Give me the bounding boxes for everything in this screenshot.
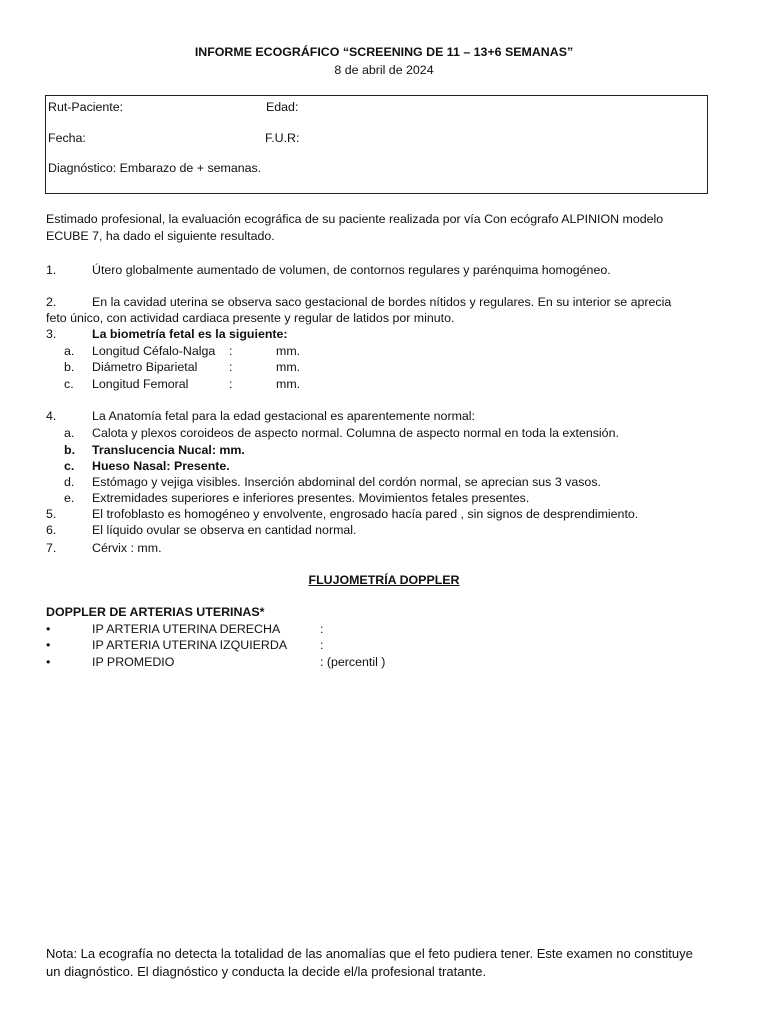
anatomy-letter: a. [64, 426, 75, 440]
report-date: 8 de abril de 2024 [334, 63, 434, 77]
item-text: La Anatomía fetal para la edad gestacional es aparentemente normal: [92, 409, 475, 423]
doppler-row-value: : [320, 638, 324, 652]
intro-paragraph: Estimado profesional, la evaluación ecográfica de su paciente realizada por vía Con ecógrafo ALPINION modelo ECUBE 7, ha dado el siguiente resultado. [46, 212, 664, 243]
biometry-sep: : [229, 344, 233, 358]
item-text: Cérvix : mm. [92, 541, 162, 555]
item-number: 3. [46, 327, 57, 341]
item-text: El líquido ovular se observa en cantidad normal. [92, 523, 357, 537]
bullet: • [46, 638, 51, 652]
anatomy-letter: d. [64, 475, 75, 489]
patient-info-box [45, 95, 708, 194]
rut-label: Rut-Paciente: [48, 100, 124, 114]
item-number: 7. [46, 541, 57, 555]
anatomy-letter: b. [64, 443, 76, 457]
item-text-continued: feto único, con actividad cardiaca presente y regular de latidos por minuto. [46, 311, 455, 325]
anatomy-letter: e. [64, 491, 75, 505]
item-text: El trofoblasto es homogéneo y envolvente, engrosado hacía pared , sin signos de desprendimiento. [92, 507, 639, 521]
doppler-row-value: : (percentil ) [320, 655, 386, 669]
item-text: En la cavidad uterina se observa saco gestacional de bordes nítidos y regulares. En su interior se aprecia [92, 295, 672, 309]
biometry-label: Diámetro Biparietal [92, 360, 198, 374]
biometry-label: Longitud Céfalo-Nalga [92, 344, 216, 358]
biometry-sep: : [229, 377, 233, 391]
biometry-letter: b. [64, 360, 75, 374]
disclaimer-note: Nota: La ecografía no detecta la totalidad de las anomalías que el feto pudiera tener. Este examen no constituye un diagnóstico. El diagnóstico y conducta la decide el/la profesional tratante. [46, 946, 693, 979]
item-number: 2. [46, 295, 57, 309]
anatomy-text: Calota y plexos coroideos de aspecto normal. Columna de aspecto normal en toda la extensión. [92, 426, 619, 440]
diagnostico-label: Diagnóstico: Embarazo de + semanas. [48, 161, 262, 175]
doppler-row-label: IP PROMEDIO [92, 655, 175, 669]
bullet: • [46, 655, 51, 669]
anatomy-text: Estómago y vejiga visibles. Inserción abdominal del cordón normal, se aprecian sus 3 vasos. [92, 475, 601, 489]
biometry-letter: c. [64, 377, 74, 391]
doppler-row-label: IP ARTERIA UTERINA DERECHA [92, 622, 281, 636]
item-text: Útero globalmente aumentado de volumen, de contornos regulares y parénquima homogéneo. [92, 263, 611, 277]
edad-label: Edad: [266, 100, 299, 114]
bullet: • [46, 622, 51, 636]
anatomy-letter: c. [64, 459, 75, 473]
doppler-section-title: FLUJOMETRÍA DOPPLER [308, 573, 460, 587]
item-number: 1. [46, 263, 57, 277]
fecha-label: Fecha: [48, 131, 86, 145]
doppler-row-label: IP ARTERIA UTERINA IZQUIERDA [92, 638, 288, 652]
hueso-nasal: Hueso Nasal: Presente. [92, 459, 230, 473]
biometry-sep: : [229, 360, 233, 374]
report-title: INFORME ECOGRÁFICO “SCREENING DE 11 – 13+6 SEMANAS” [194, 45, 574, 59]
biometry-unit: mm. [276, 377, 301, 391]
fur-label: F.U.R: [265, 131, 300, 145]
item-number: 6. [46, 523, 57, 537]
item-number: 5. [46, 507, 57, 521]
biometry-label: Longitud Femoral [92, 377, 189, 391]
doppler-row-value: : [320, 622, 324, 636]
translucencia-nucal: Translucencia Nucal: mm. [92, 443, 245, 457]
biometry-letter: a. [64, 344, 75, 358]
item-number: 4. [46, 409, 57, 423]
biometry-unit: mm. [276, 344, 301, 358]
anatomy-text: Extremidades superiores e inferiores presentes. Movimientos fetales presentes. [92, 491, 530, 505]
biometry-unit: mm. [276, 360, 301, 374]
doppler-subtitle: DOPPLER DE ARTERIAS UTERINAS* [46, 605, 265, 619]
biometry-heading: La biometría fetal es la siguiente: [92, 327, 288, 341]
